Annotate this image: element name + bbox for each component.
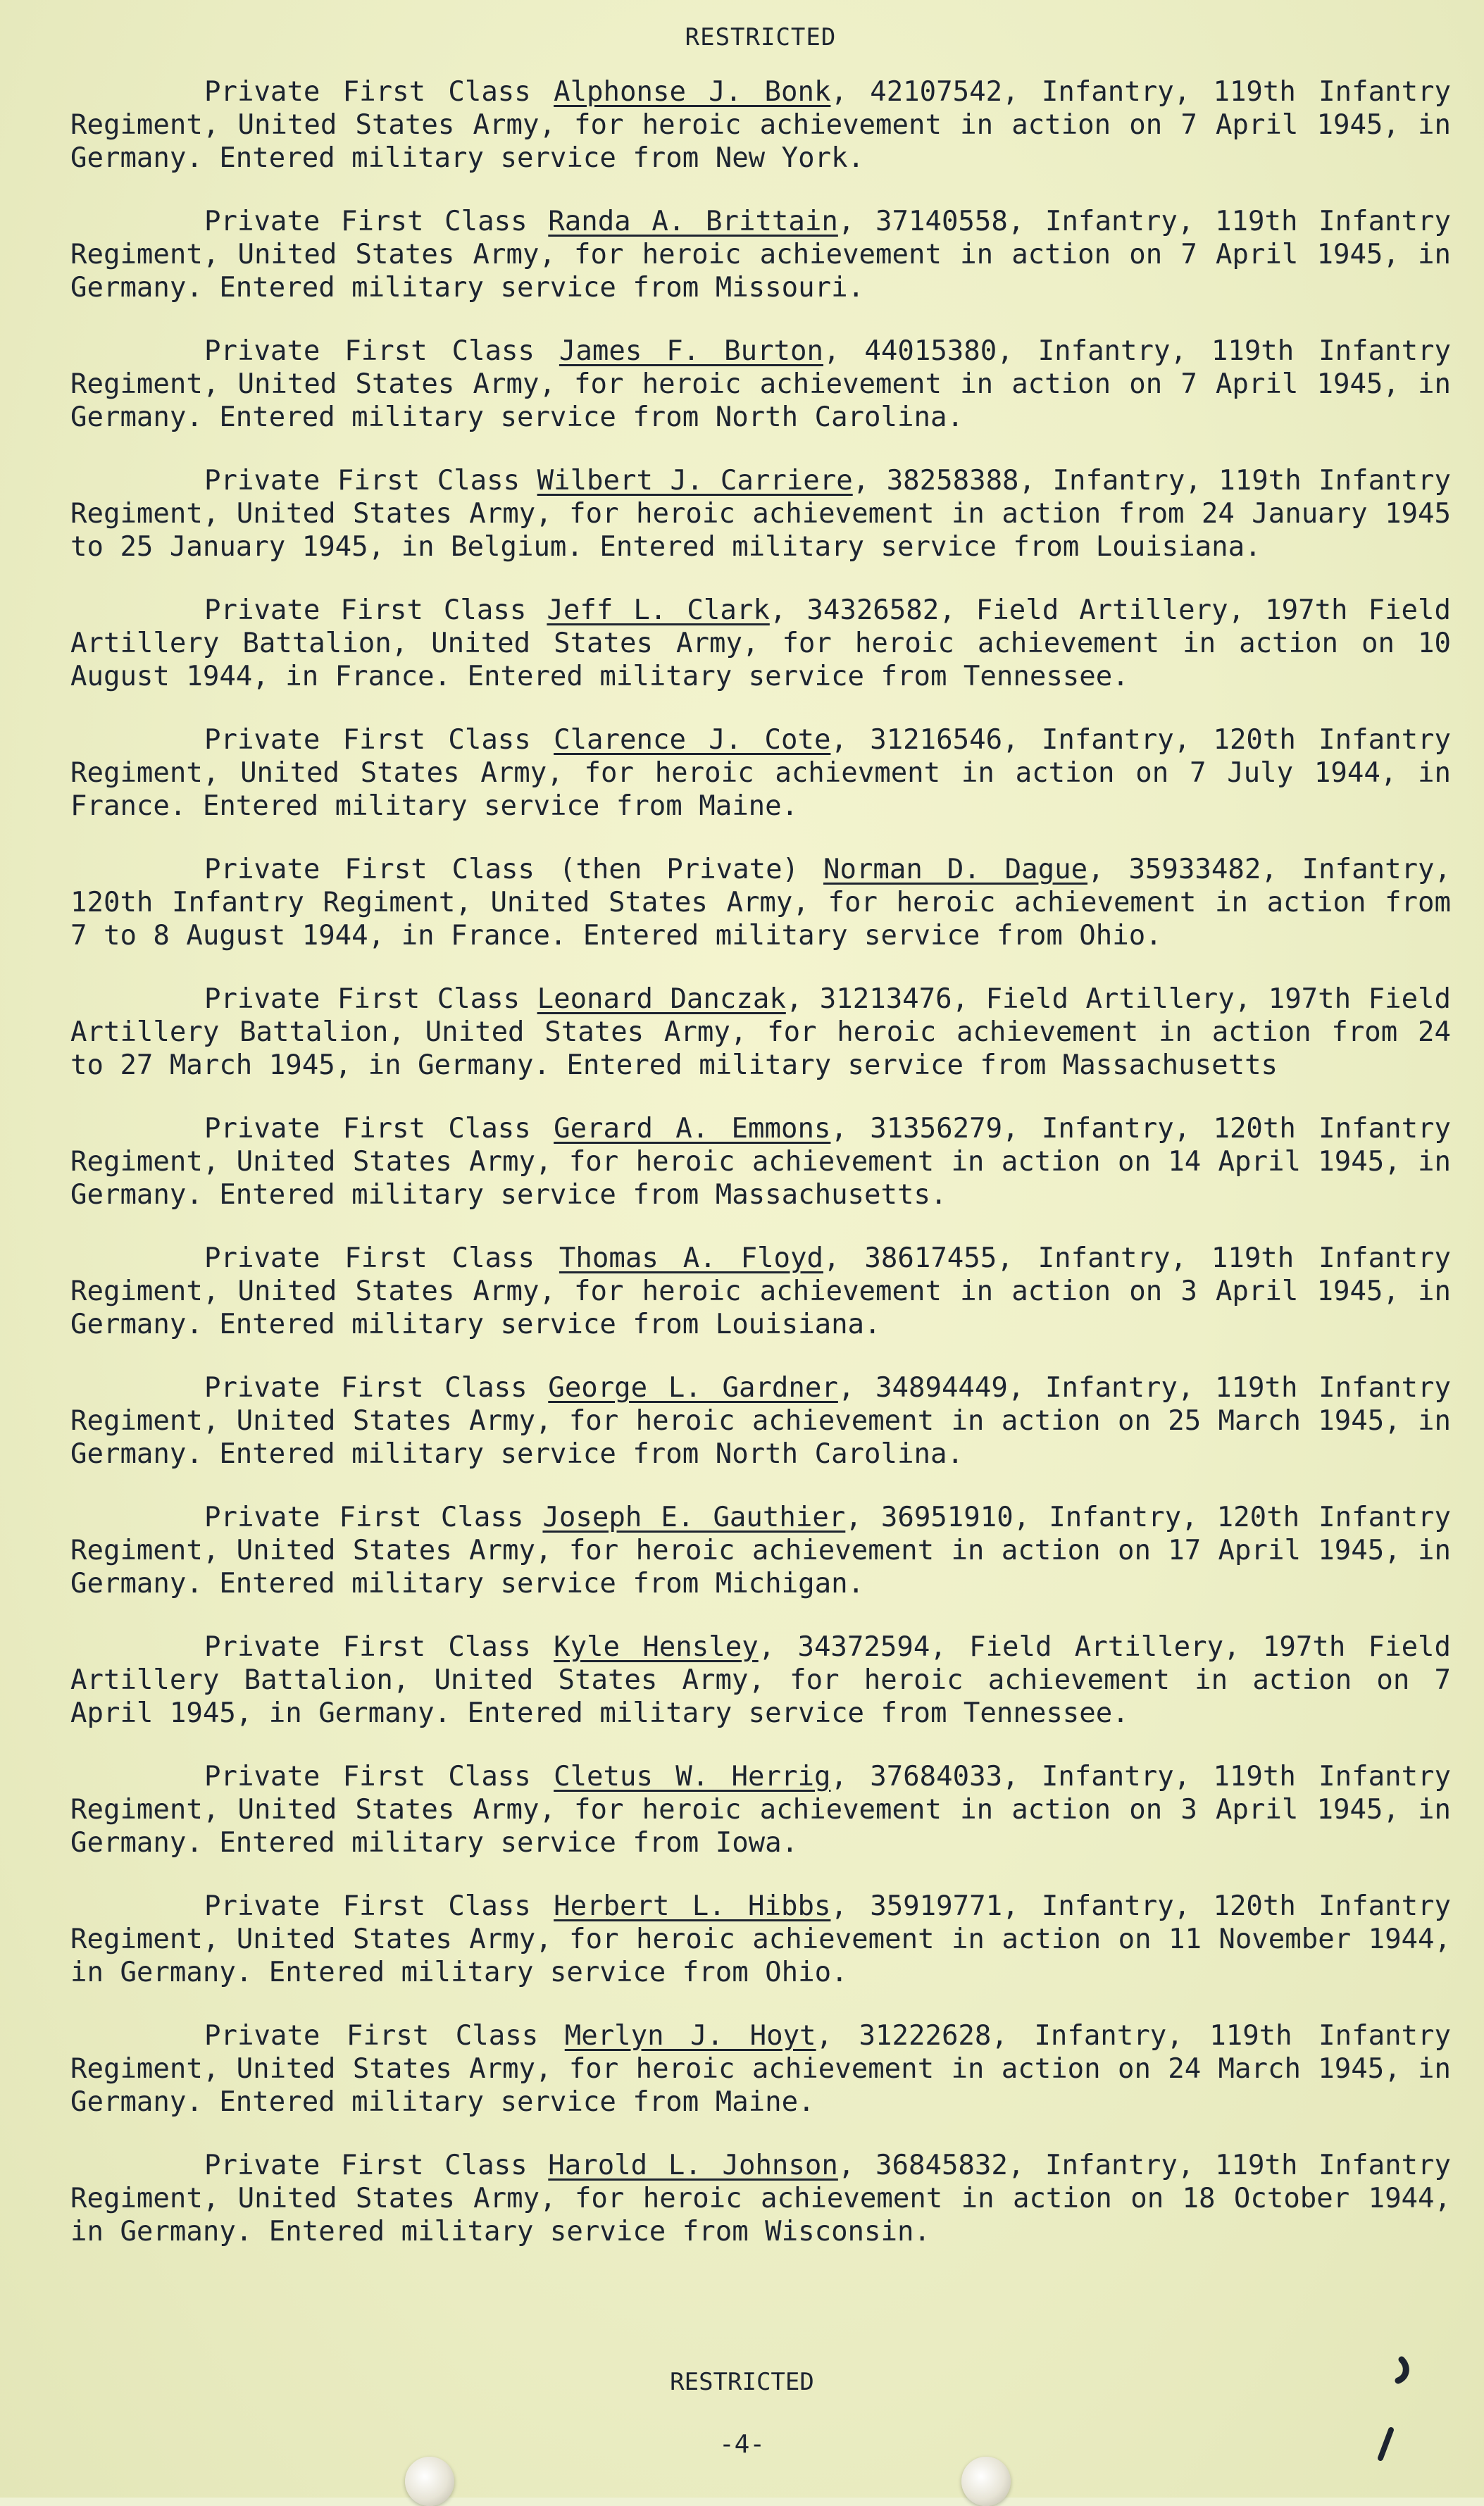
citation-entry <box>70 853 1451 952</box>
entry-rank: Private First Class <box>204 76 531 108</box>
entry-rank: Private First Class <box>204 1502 524 1533</box>
entry-name: Wilbert J. Carriere <box>537 465 853 497</box>
entry-name: Leonard Danczak <box>537 983 786 1015</box>
entry-rank: Private First Class <box>204 2020 539 2052</box>
entry-rank: Private First Class <box>204 983 520 1015</box>
entry-name: Alphonse J. Bonk <box>554 76 831 108</box>
page-number: -4- <box>718 2430 766 2459</box>
citation-entry <box>70 723 1451 823</box>
citation-entry <box>70 75 1451 175</box>
entry-name: Cletus W. Herrig <box>554 1761 831 1793</box>
binder-hole-left <box>405 2457 454 2506</box>
entry-text: , 37140558, Infantry, 119th Infantry Regiment, United States Army, for heroic achievement in action on 7 April 1945, in Germany. Entered military service from Missouri. <box>70 206 1451 304</box>
entry-name: Clarence J. Cote <box>554 724 831 756</box>
entry-text: , 36845832, Infantry, 119th Infantry Regiment, United States Army, for heroic achievement in action on 18 October 1944, in Germany. Entered military service from Wisconsin. <box>70 2150 1451 2248</box>
entry-text: , 38258388, Infantry, 119th Infantry Regiment, United States Army, for heroic achievement in action from 24 January 1945 to 25 January 1945, in Belgium. Entered military service from Louisiana. <box>70 465 1452 563</box>
entry-rank: Private First Class <box>204 1761 531 1793</box>
citation-entry <box>70 1371 1451 1471</box>
citation-entry <box>70 1760 1451 1859</box>
entry-rank: Private First Class <box>204 1242 535 1274</box>
entry-text: , 44015380, Infantry, 119th Infantry Regiment, United States Army, for heroic achievement in action on 7 April 1945, in Germany. Entered military service from North Carolina. <box>70 335 1452 433</box>
entry-text: , 34894449, Infantry, 119th Infantry Regiment, United States Army, for heroic achievement in action on 25 March 1945, in Germany. Entered military service from North Carolina. <box>70 1372 1451 1470</box>
entry-rank: Private First Class <box>204 206 528 237</box>
entry-name: Randa A. Brittain <box>548 206 838 237</box>
entry-text: , 31222628, Infantry, 119th Infantry Regiment, United States Army, for heroic achievement in action on 24 March 1945, in Germany. Entered military service from Maine. <box>70 2020 1451 2118</box>
entry-rank: Private First Class <box>204 465 520 497</box>
citation-entry <box>70 1890 1451 1989</box>
entry-name: Joseph E. Gauthier <box>542 1502 846 1533</box>
entry-rank: Private First Class <box>204 1372 528 1404</box>
ink-mark <box>1359 2352 1423 2465</box>
entry-name: George L. Gardner <box>548 1372 838 1404</box>
entry-text: , 31356279, Infantry, 120th Infantry Regiment, United States Army, for heroic achievement in action on 14 April 1945, in Germany. Entered military service from Massachusetts. <box>70 1113 1452 1211</box>
entry-name: Thomas A. Floyd <box>559 1242 823 1274</box>
entry-text: , 34326582, Field Artillery, 197th Field Artillery Battalion, United States Army, for heroic achievement in action on 10 August 1944, in France. Entered military service from Tennessee. <box>70 594 1451 692</box>
citation-entry <box>70 1501 1451 1600</box>
entry-text: , 37684033, Infantry, 119th Infantry Regiment, United States Army, for heroic achievement in action on 3 April 1945, in Germany. Entered military service from Iowa. <box>70 1761 1452 1859</box>
document-body <box>70 21 1451 2248</box>
entry-text: , 34372594, Field Artillery, 197th Field Artillery Battalion, United States Army, for heroic achievement in action on 7 April 1945, in Germany. Entered military service from Tennessee. <box>70 1631 1452 1729</box>
entry-name: Jeff L. Clark <box>547 594 770 626</box>
citation-entry <box>70 1242 1451 1341</box>
entry-text: , 31216546, Infantry, 120th Infantry Regiment, United States Army, for heroic achievment in action on 7 July 1944, in France. Entered military service from Maine. <box>70 724 1452 822</box>
entry-name: Norman D. Dague <box>823 854 1088 885</box>
citation-entry <box>70 2149 1451 2248</box>
entry-rank: Private First Class (then Private) <box>204 854 799 885</box>
binder-hole-right <box>961 2457 1011 2506</box>
entry-rank: Private First Class <box>204 594 527 626</box>
entry-rank: Private First Class <box>204 1631 531 1663</box>
entry-text: , 36951910, Infantry, 120th Infantry Regiment, United States Army, for heroic achievement in action on 17 April 1945, in Germany. Entered military service from Michigan. <box>70 1502 1452 1600</box>
entry-name: Gerard A. Emmons <box>554 1113 831 1145</box>
citation-entry <box>70 594 1451 693</box>
footer-classification: RESTRICTED <box>670 2368 814 2396</box>
citation-entry <box>70 1112 1451 1211</box>
citation-entry <box>70 1631 1451 1730</box>
entry-text: , 31213476, Field Artillery, 197th Field Artillery Battalion, United States Army, for heroic achievement in action from 24 to 27 March 1945, in Germany. Entered military service from Massachusetts <box>70 983 1452 1081</box>
entry-text: , 35933482, Infantry, 120th Infantry Regiment, United States Army, for heroic achievement in action from 7 to 8 August 1944, in France. Entered military service from Ohio. <box>70 854 1452 952</box>
citation-entry <box>70 983 1451 1082</box>
citation-list <box>70 75 1451 2248</box>
entry-text: , 38617455, Infantry, 119th Infantry Regiment, United States Army, for heroic achievement in action on 3 April 1945, in Germany. Entered military service from Louisiana. <box>70 1242 1452 1340</box>
entry-text: , 42107542, Infantry, 119th Infantry Regiment, United States Army, for heroic achievement in action on 7 April 1945, in Germany. Entered military service from New York. <box>70 76 1452 174</box>
entry-name: Merlyn J. Hoyt <box>564 2020 816 2052</box>
entry-name: Kyle Hensley <box>554 1631 759 1663</box>
entry-rank: Private First Class <box>204 2150 528 2181</box>
entry-rank: Private First Class <box>204 335 535 367</box>
entry-text: , 35919771, Infantry, 120th Infantry Regiment, United States Army, for heroic achievement in action on 11 November 1944, in Germany. Entered military service from Ohio. <box>70 1890 1452 1988</box>
citation-entry <box>70 2019 1451 2119</box>
entry-name: Herbert L. Hibbs <box>554 1890 831 1922</box>
entry-name: James F. Burton <box>559 335 823 367</box>
citation-entry <box>70 335 1451 434</box>
entry-name: Harold L. Johnson <box>548 2150 838 2181</box>
entry-rank: Private First Class <box>204 1890 531 1922</box>
header-classification: RESTRICTED <box>685 23 837 51</box>
entry-rank: Private First Class <box>204 724 531 756</box>
citation-entry <box>70 205 1451 304</box>
entry-rank: Private First Class <box>204 1113 531 1145</box>
citation-entry <box>70 464 1451 563</box>
